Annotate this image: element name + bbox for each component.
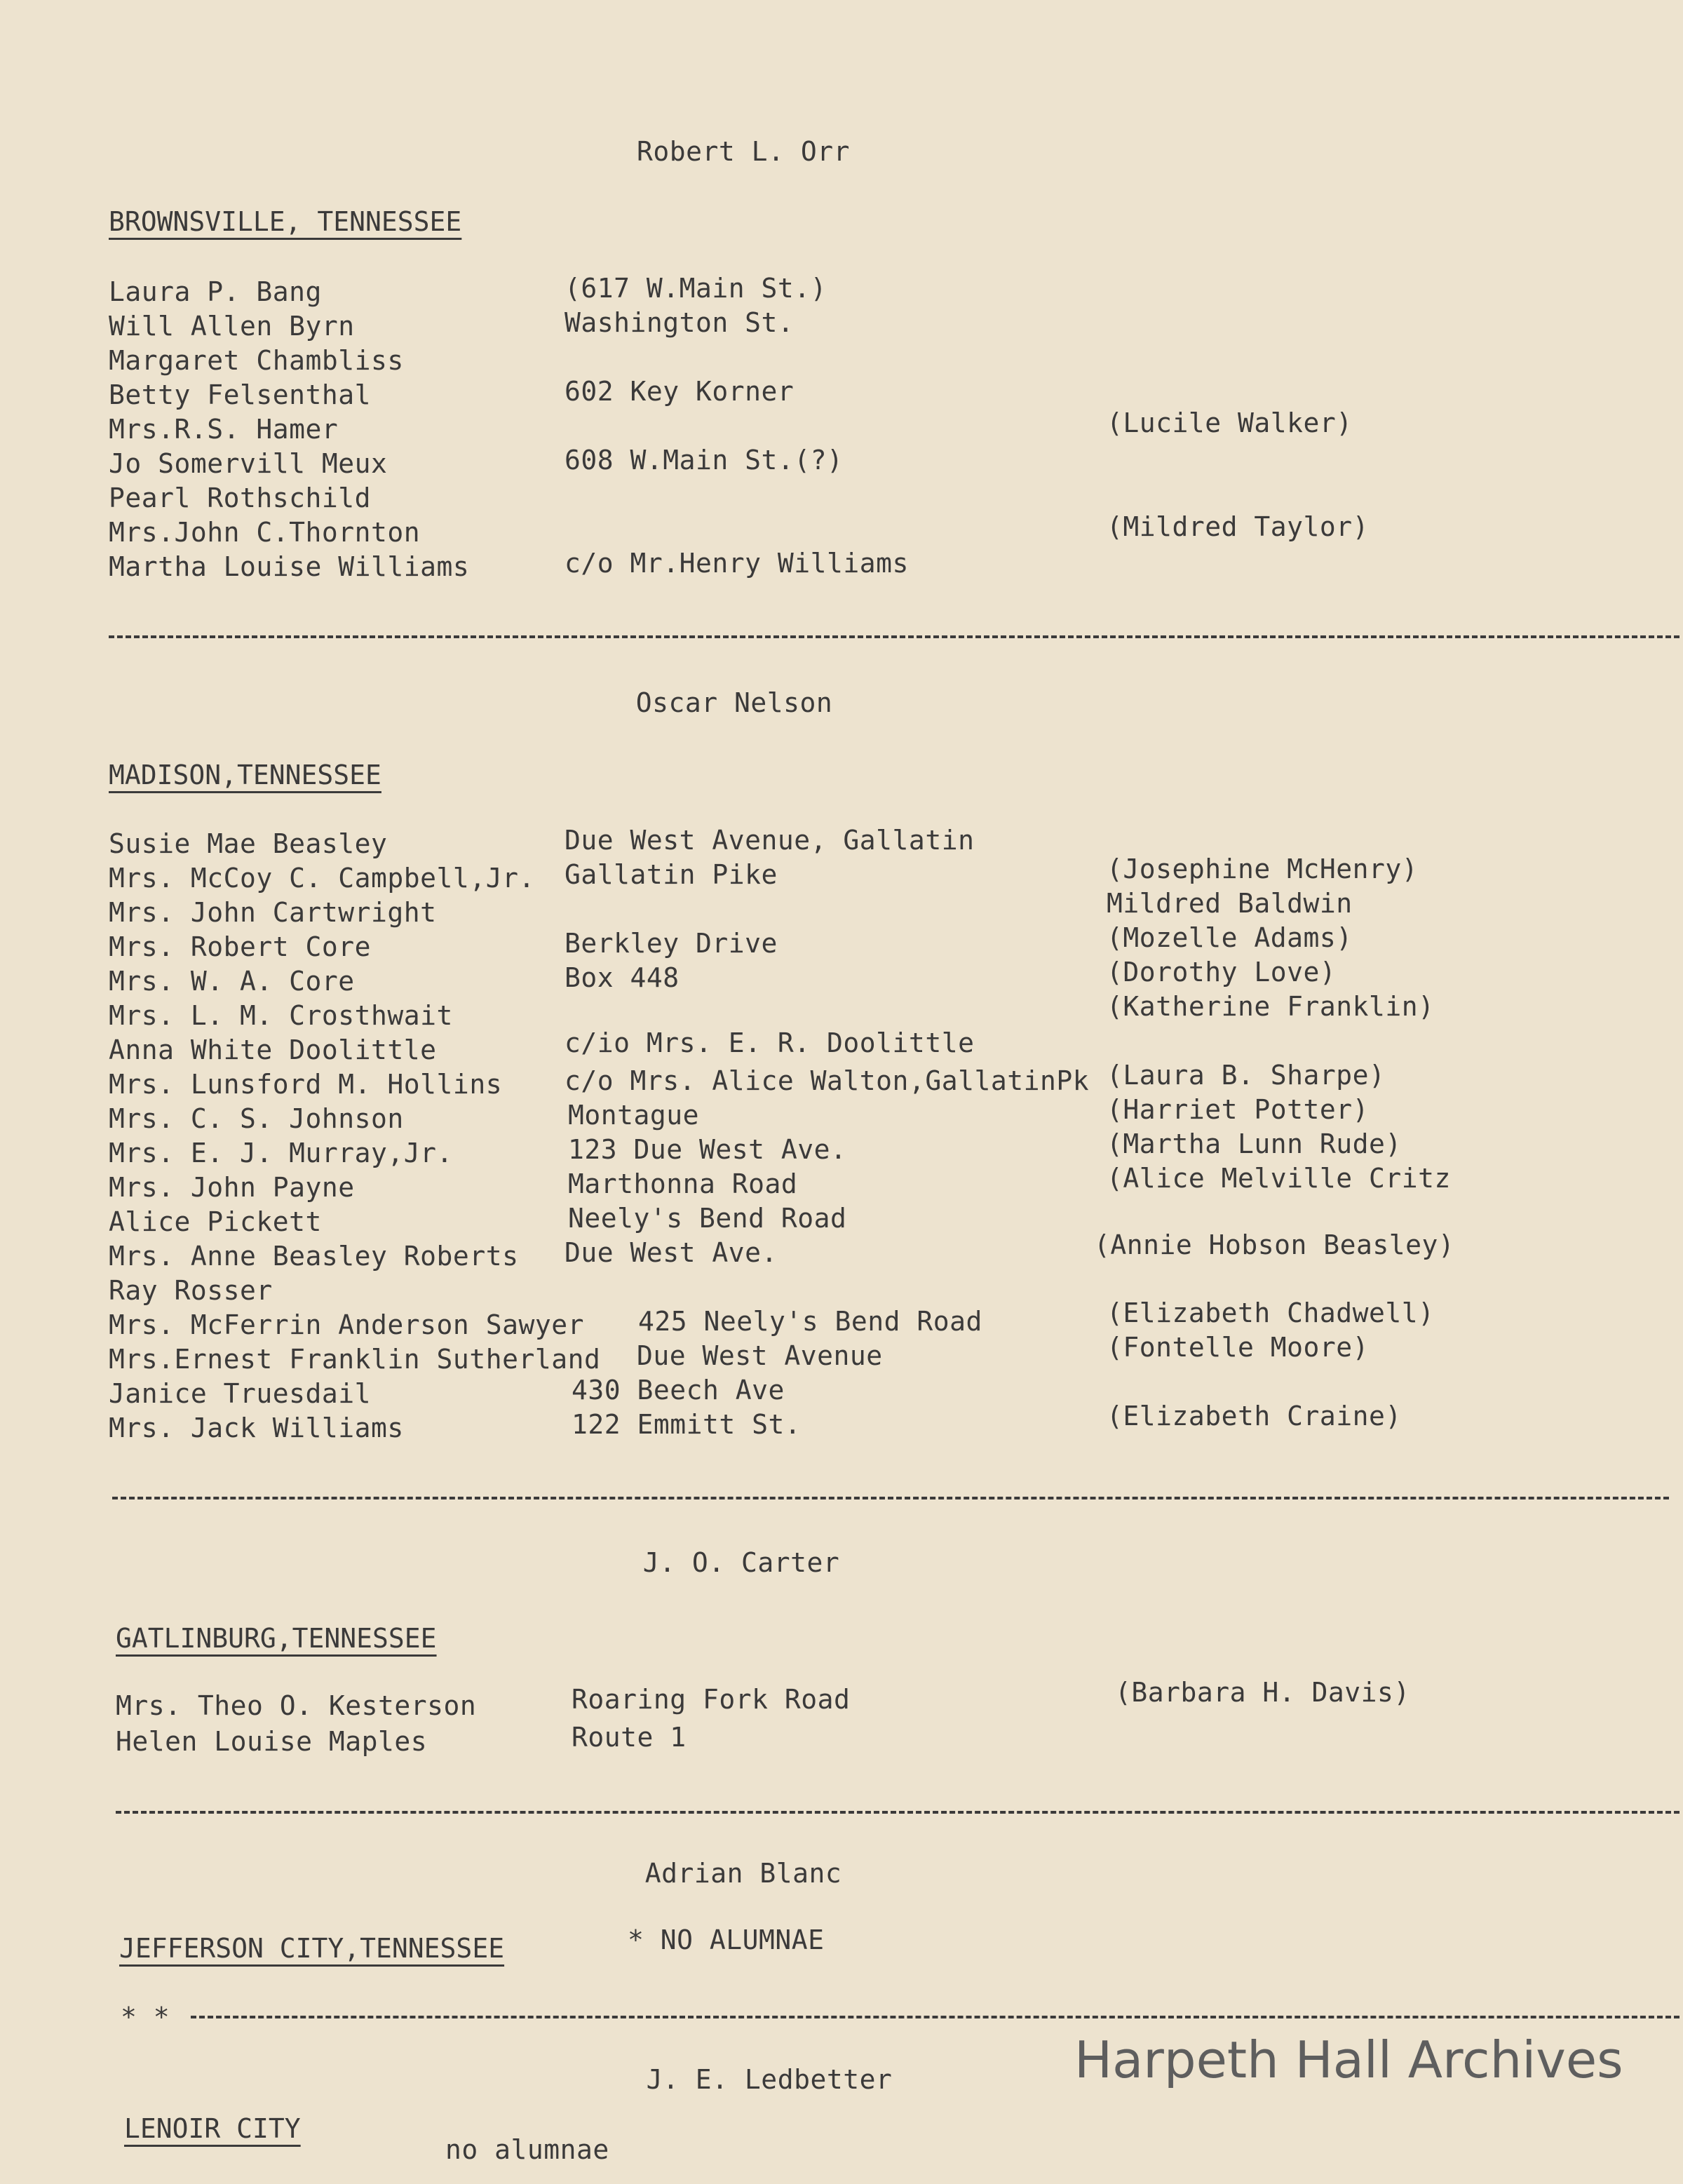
alumna-maiden-name: (Lucile Walker) xyxy=(1107,407,1353,438)
section-divider xyxy=(109,635,1679,638)
alumna-name: Janice Truesdail xyxy=(109,1378,372,1409)
alumna-name: Jo Somervill Meux xyxy=(109,448,388,479)
alumna-address: Due West Avenue, Gallatin xyxy=(565,825,975,856)
alumna-name: Susie Mae Beasley xyxy=(109,828,388,859)
alumna-name: Mrs. McCoy C. Campbell,Jr. xyxy=(109,863,535,894)
section-person-name: J. O. Carter xyxy=(642,1547,840,1578)
alumna-maiden-name: Mildred Baldwin xyxy=(1107,888,1353,919)
alumna-address: Washington St. xyxy=(565,307,795,338)
alumna-address: Roaring Fork Road xyxy=(572,1684,851,1715)
alumna-address: 608 W.Main St.(?) xyxy=(565,445,844,476)
alumna-maiden-name: (Barbara H. Davis) xyxy=(1115,1677,1410,1708)
alumna-address: Route 1 xyxy=(572,1722,687,1753)
archive-watermark: Harpeth Hall Archives xyxy=(1074,2030,1623,2089)
alumna-name: Mrs. Theo O. Kesterson xyxy=(116,1690,477,1721)
alumna-address: Due West Ave. xyxy=(565,1237,778,1268)
alumna-name: Will Allen Byrn xyxy=(109,311,355,342)
alumna-address: Montague xyxy=(568,1100,700,1131)
alumna-address: Gallatin Pike xyxy=(565,859,778,890)
alumna-name: Mrs. Lunsford M. Hollins xyxy=(109,1069,503,1100)
alumna-name: Alice Pickett xyxy=(109,1206,322,1237)
no-alumnae-note: no alumnae xyxy=(445,2134,609,2165)
alumna-name: Mrs.Ernest Franklin Sutherland xyxy=(109,1344,601,1375)
alumna-maiden-name: (Dorothy Love) xyxy=(1107,957,1337,987)
section-person-name: J. E. Ledbetter xyxy=(646,2064,893,2095)
alumna-name: Mrs. Robert Core xyxy=(109,931,372,962)
alumna-name: Margaret Chambliss xyxy=(109,345,404,376)
alumna-maiden-name: (Katherine Franklin) xyxy=(1107,991,1435,1022)
alumna-name: Mrs. C. S. Johnson xyxy=(109,1103,404,1134)
alumna-address: Due West Avenue xyxy=(637,1340,883,1371)
asterisk-marks: * * xyxy=(121,2002,170,2033)
alumna-maiden-name: (Elizabeth Craine) xyxy=(1107,1401,1402,1431)
alumna-address: c/o Mr.Henry Williams xyxy=(565,548,909,579)
alumna-maiden-name: (Josephine McHenry) xyxy=(1107,854,1419,884)
section-city-heading: GATLINBURG,TENNESSEE xyxy=(116,1623,437,1654)
section-person-name: Robert L. Orr xyxy=(637,136,850,167)
alumna-name: Mrs.R.S. Hamer xyxy=(109,414,339,445)
alumna-name: Mrs. E. J. Murray,Jr. xyxy=(109,1138,453,1168)
alumna-name: Betty Felsenthal xyxy=(109,379,372,410)
section-city-heading: JEFFERSON CITY,TENNESSEE xyxy=(119,1933,505,1964)
section-city-heading: MADISON,TENNESSEE xyxy=(109,760,381,790)
alumna-address: 430 Beech Ave xyxy=(572,1375,785,1406)
alumna-maiden-name: (Alice Melville Critz xyxy=(1107,1163,1451,1194)
alumna-name: Anna White Doolittle xyxy=(109,1034,437,1065)
alumna-name: Mrs. Jack Williams xyxy=(109,1413,404,1443)
alumna-address: 425 Neely's Bend Road xyxy=(638,1306,982,1337)
alumna-name: Mrs. W. A. Core xyxy=(109,966,355,997)
alumna-name: Mrs. Anne Beasley Roberts xyxy=(109,1241,519,1272)
alumna-name: Mrs. L. M. Crosthwait xyxy=(109,1000,453,1031)
section-person-name: Oscar Nelson xyxy=(635,687,833,718)
alumna-address: 122 Emmitt St. xyxy=(572,1409,802,1440)
alumna-address: Neely's Bend Road xyxy=(568,1203,847,1234)
alumna-name: Mrs. John Payne xyxy=(109,1172,355,1203)
alumna-name: Helen Louise Maples xyxy=(116,1726,428,1757)
alumna-maiden-name: (Annie Hobson Beasley) xyxy=(1094,1229,1455,1260)
alumna-maiden-name: (Laura B. Sharpe) xyxy=(1107,1060,1386,1091)
alumna-maiden-name: (Harriet Potter) xyxy=(1107,1094,1370,1125)
section-divider xyxy=(112,1497,1669,1499)
alumna-address: c/io Mrs. E. R. Doolittle xyxy=(565,1027,975,1058)
alumna-address: 123 Due West Ave. xyxy=(568,1134,847,1165)
section-divider xyxy=(116,1811,1679,1814)
alumna-address: Box 448 xyxy=(565,962,680,993)
section-divider xyxy=(191,2016,1679,2018)
section-city-heading: BROWNSVILLE, TENNESSEE xyxy=(109,206,462,237)
alumna-address: (617 W.Main St.) xyxy=(565,273,827,304)
alumna-address: 602 Key Korner xyxy=(565,376,795,407)
alumna-name: Laura P. Bang xyxy=(109,276,322,307)
alumna-name: Ray Rosser xyxy=(109,1275,273,1306)
alumna-maiden-name: (Mildred Taylor) xyxy=(1107,511,1370,542)
alumna-name: Mrs. McFerrin Anderson Sawyer xyxy=(109,1309,584,1340)
alumna-maiden-name: (Martha Lunn Rude) xyxy=(1107,1128,1402,1159)
alumna-name: Martha Louise Williams xyxy=(109,551,470,582)
alumna-maiden-name: (Mozelle Adams) xyxy=(1107,922,1353,953)
alumna-name: Mrs. John Cartwright xyxy=(109,897,437,928)
alumna-name: Mrs.John C.Thornton xyxy=(109,517,421,548)
alumna-address: Berkley Drive xyxy=(565,928,778,959)
alumna-maiden-name: (Elizabeth Chadwell) xyxy=(1107,1297,1435,1328)
alumna-address: Marthonna Road xyxy=(568,1168,798,1199)
section-person-name: Adrian Blanc xyxy=(644,1858,842,1889)
no-alumnae-note: * NO ALUMNAE xyxy=(628,1925,825,1955)
alumna-name: Pearl Rothschild xyxy=(109,483,372,513)
alumna-maiden-name: (Fontelle Moore) xyxy=(1107,1332,1370,1363)
alumna-address: c/o Mrs. Alice Walton,GallatinPk xyxy=(565,1065,1090,1096)
section-city-heading: LENOIR CITY xyxy=(124,2113,301,2144)
